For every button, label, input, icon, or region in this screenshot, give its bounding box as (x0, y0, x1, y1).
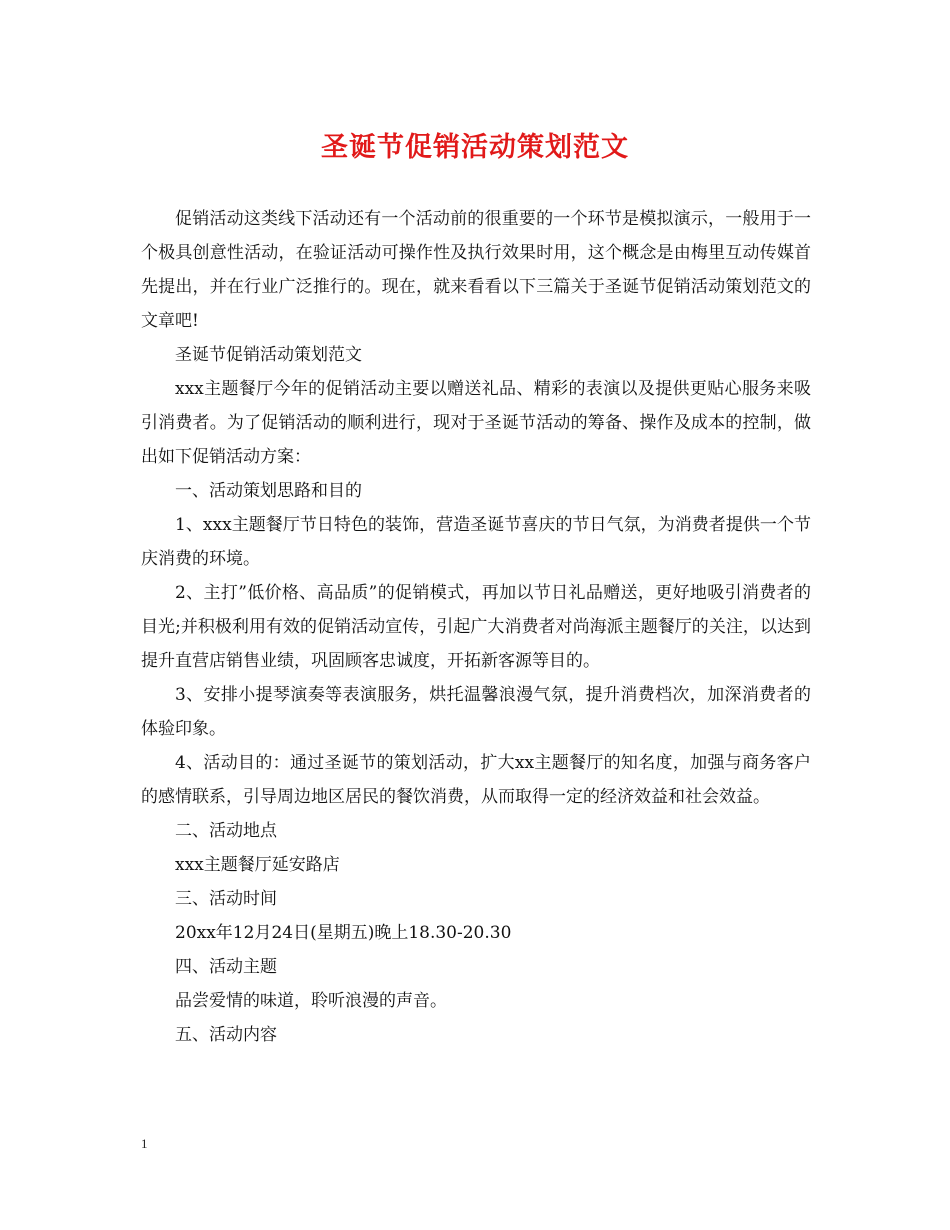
paragraph-theme: 品尝爱情的味道，聆听浪漫的声音。 (175, 991, 447, 1011)
section-heading-2: 二、活动地点 (175, 821, 277, 841)
paragraph-intro: 促销活动这类线下活动还有一个活动前的很重要的一个环节是模拟演示，一般用于一个极具创意性活动，在验证活动可操作性及执行效果时用，这个概念是由梅里互动传媒首先提出，并在行业广泛推行的。现在，就来看看以下三篇关于圣诞节促销活动策划范文的文章吧! (141, 209, 811, 331)
section-heading-3: 三、活动时间 (175, 889, 277, 909)
paragraph-location: xxx主题餐厅延安路店 (175, 855, 340, 875)
paragraph-item-1: 1、xxx主题餐厅节日特色的装饰，营造圣诞节喜庆的节日气氛，为消费者提供一个节庆消费的环境。 (141, 515, 811, 569)
paragraph-overview: xxx主题餐厅今年的促销活动主要以赠送礼品、精彩的表演以及提供更贴心服务来吸引消费者。为了促销活动的顺利进行，现对于圣诞节活动的筹备、操作及成本的控制，做出如下促销活动方案： (141, 379, 811, 467)
section-heading-4: 四、活动主题 (175, 957, 277, 977)
paragraph-item-4: 4、活动目的：通过圣诞节的策划活动，扩大xx主题餐厅的知名度，加强与商务客户的感情联系，引导周边地区居民的餐饮消费，从而取得一定的经济效益和社会效益。 (141, 753, 811, 807)
paragraph-item-2: 2、主打”低价格、高品质”的促销模式，再加以节日礼品赠送，更好地吸引消费者的目光;并积极利用有效的促销活动宣传，引起广大消费者对尚海派主题餐厅的关注，以达到提升直营店销售业绩，巩固顾客忠诚度，开拓新客源等目的。 (141, 583, 811, 671)
paragraph-item-3: 3、安排小提琴演奏等表演服务，烘托温馨浪漫气氛，提升消费档次，加深消费者的体验印象。 (141, 685, 811, 739)
paragraph-subtitle: 圣诞节促销活动策划范文 (175, 345, 362, 365)
document-title: 圣诞节促销活动策划范文 (321, 132, 629, 163)
section-heading-5: 五、活动内容 (175, 1025, 277, 1045)
section-heading-1: 一、活动策划思路和目的 (175, 481, 362, 501)
document-body (141, 202, 811, 1052)
page-number: 1 (141, 1136, 148, 1151)
paragraph-time: 20xx年12月24日(星期五)晚上18.30-20.30 (175, 923, 512, 943)
